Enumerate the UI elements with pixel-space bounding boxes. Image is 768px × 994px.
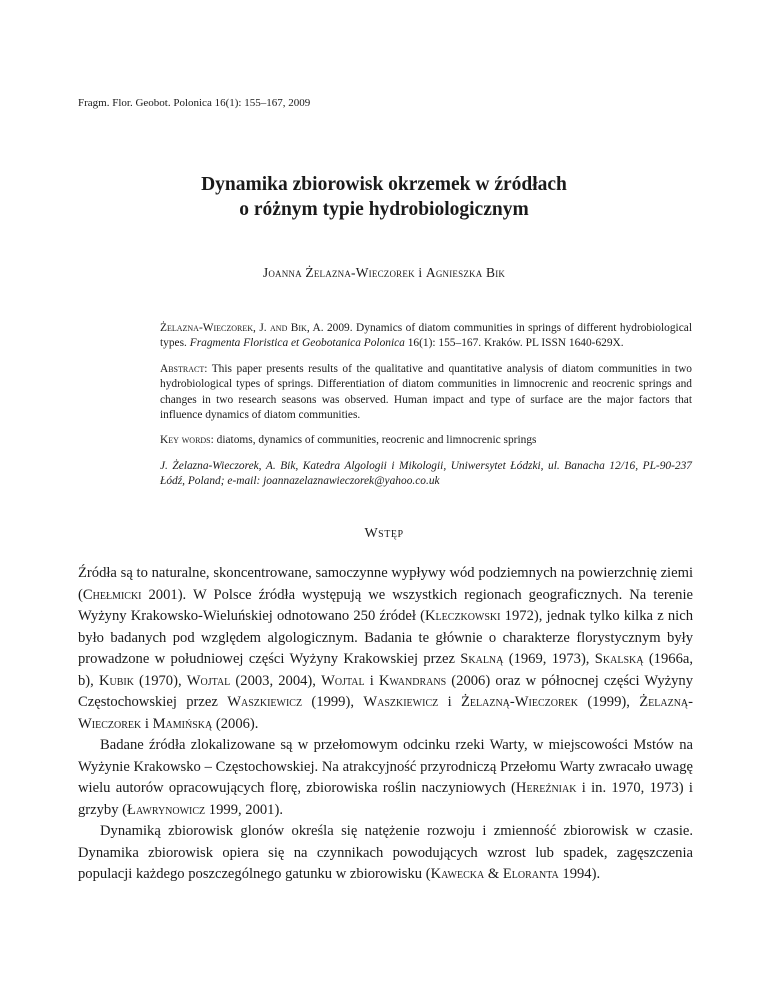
title-line-2: o różnym typie hydrobiologicznym <box>239 199 529 220</box>
text-run: (2006) oraz w północnej części Wyżyny Częstochowskiej przez <box>78 672 693 710</box>
cited-author: Waszkiewicz <box>227 694 303 710</box>
cited-author: Chełmicki <box>82 586 142 603</box>
citation-authors: Żelazna-Wieczorek, J. and Bik, A. <box>160 322 324 334</box>
cited-author: Żelazną-Wieczorek <box>78 694 693 732</box>
citation <box>160 321 692 352</box>
cited-author: Kawecka & Eloranta <box>430 866 559 882</box>
abstract-text: This paper presents results of the qualitative and quantitative analysis of diatom communities in two hydrobiological types of springs. Differentiation of diatom communities in limnocrenic and reocrenic springs and changes in two research seasons was observed. Human impact and type of surface are the major factors that influence dynamics of diatom communities. <box>160 362 692 422</box>
text-run: Badane źródła zlokalizowane są w przełomowym odcinku rzeki Warty, w miejscowości Mstów na Wyżynie Krakowsko – Częstochowskiej. Na atrakcyjność przyrodniczą Przełomu Warty zwracało uwagę wielu autorów opracowujących florę, zbiorowiska roślin naczyniowych ( <box>78 737 693 796</box>
text-run: i in. 1970, 1973) i grzyby ( <box>78 780 693 818</box>
text-run: i <box>141 715 153 732</box>
citation-details: 16(1): 155–167. Kraków. PL ISSN 1640-629X. <box>404 337 624 350</box>
paragraph-1 <box>78 563 693 735</box>
cited-author: Skalną <box>460 651 504 667</box>
cited-author: Żelazną-Wieczorek <box>460 694 578 710</box>
author-line <box>0 265 768 281</box>
cited-author: Wojtal <box>186 672 231 689</box>
text-run: (1969, 1973), <box>503 651 595 667</box>
text-run: (1970), <box>133 672 187 689</box>
abstract <box>160 362 692 424</box>
citation-text: 2009. Dynamics of diatom communities in springs of different hydrobiological types. <box>160 322 692 350</box>
text-run: i <box>438 694 461 710</box>
citation-journal: Fragmenta Floristica et Geobotanica Polonica <box>189 337 405 350</box>
cited-author: Wojtal <box>321 672 365 689</box>
cited-author: Ławrynowicz <box>127 801 206 818</box>
key-words-text: diatoms, dynamics of communities, reocrenic and limnocrenic springs <box>213 434 537 447</box>
cited-author: Kwandrans <box>378 672 447 689</box>
text-run: (1999), <box>302 694 364 710</box>
text-run: i <box>364 672 379 689</box>
title-line-1: Dynamika zbiorowisk okrzemek w źródłach <box>201 174 567 195</box>
key-words <box>160 433 692 448</box>
author-2: Agnieszka Bik <box>425 265 506 280</box>
section-heading: Wstęp <box>364 526 404 541</box>
affiliation: J. Żelazna-Wieczorek, A. Bik, Katedra Algologii i Mikologii, Uniwersytet Łódzki, ul. Banacha 12/16, PL-90-237 Łódź, Poland; e-mail: joannazelaznawieczorek@yahoo.co.uk <box>160 459 692 488</box>
text-run: 1972), jednak tylko kilka z nich było badanych pod względem algologicznym. Badania te głównie o charakterze florystycznym były prowadzone w południowej części Wyżyny Krakowskiej przez <box>78 608 693 667</box>
abstract-label: Abstract: <box>160 362 208 375</box>
cited-author: Kubik <box>98 672 134 689</box>
cited-author: Mamińską <box>152 715 213 732</box>
text-run: (2003, 2004), <box>230 672 322 689</box>
text-run: 1994). <box>558 866 601 882</box>
text-run: 2001). W Polsce źródła występują we wszystkich regionach geograficznych. Na terenie Wyżyny Krakowsko-Wieluńskiej odnotowano 250 źródeł ( <box>78 586 693 624</box>
article-title <box>0 172 768 222</box>
journal-reference: Fragm. Flor. Geobot. Polonica 16(1): 155–167, 2009 <box>78 97 311 109</box>
paragraph-3 <box>78 821 693 886</box>
cited-author: Skalską <box>594 651 644 667</box>
key-words-label: Key words: <box>160 434 214 447</box>
abstract-block <box>160 321 692 500</box>
cited-author: Kleczkowski <box>424 608 501 624</box>
text-run: Źródła są to naturalne, skoncentrowane, samoczynne wypływy wód podziemnych na powierzchnię ziemi ( <box>78 565 693 603</box>
body-text <box>78 563 693 886</box>
text-run: Dynamiką zbiorowisk glonów określa się natężenie rozwoju i zmienność zbiorowisk w czasie. Dynamika zbiorowisk opiera się na czynnikach powodujących wzrost lub spadek, zagęszczenia populacji każdego poszczególnego gatunku w zbiorowisku ( <box>78 823 693 882</box>
paragraph-2 <box>78 735 693 821</box>
text-run: 1999, 2001). <box>205 801 283 818</box>
cited-author: Waszkiewicz <box>363 694 439 710</box>
text-run: (1966a, b), <box>78 651 693 689</box>
text-run: (1999), <box>577 694 640 710</box>
author-conjunction: i <box>414 265 426 280</box>
text-run: (2006). <box>212 715 259 732</box>
cited-author: Hereźniak <box>515 780 577 796</box>
author-1: Joanna Żelazna-Wieczorek <box>262 265 415 280</box>
